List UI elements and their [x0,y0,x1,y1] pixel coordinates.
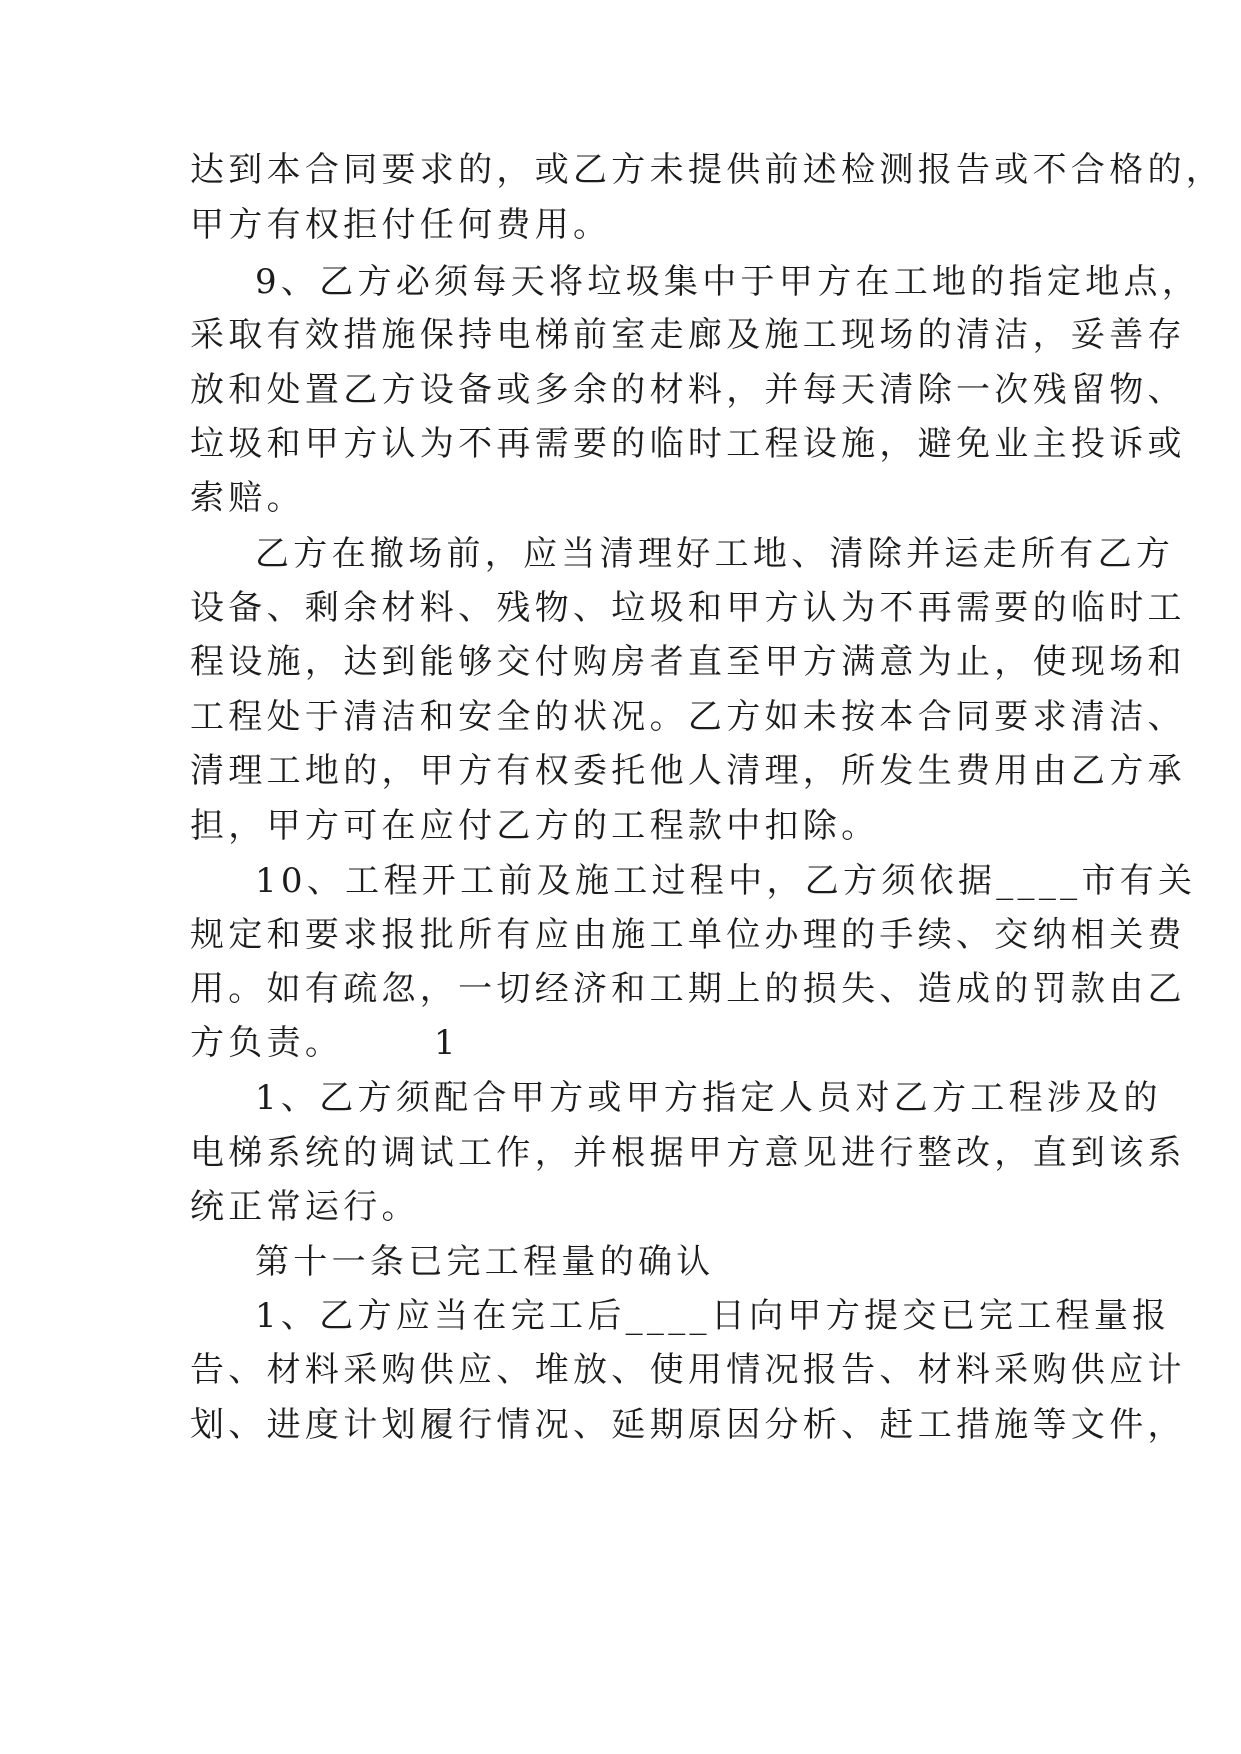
paragraph-line: 垃圾和甲方认为不再需要的临时工程设施，避免业主投诉或 [190,424,1186,464]
paragraph-line: 用。如有疏忽，一切经济和工期上的损失、造成的罚款由乙 [190,969,1186,1009]
paragraph-line: 1、乙方应当在完工后____日向甲方提交已完工程量报 [255,1296,1171,1336]
paragraph-line: 划、进度计划履行情况、延期原因分析、赶工措施等文件， [190,1405,1186,1445]
paragraph-line: 10、工程开工前及施工过程中，乙方须依据____市有关 [255,861,1197,901]
paragraph-line: 达到本合同要求的，或乙方未提供前述检测报告或不合格的， [190,150,1225,190]
paragraph-line: 担，甲方可在应付乙方的工程款中扣除。 [190,806,880,846]
paragraph-line: 甲方有权拒付任何费用。 [190,205,612,245]
paragraph-line: 索赔。 [190,478,305,518]
section-heading: 第十一条已完工程量的确认 [255,1242,715,1282]
paragraph-line: 方负责。 1 [190,1023,460,1063]
paragraph-line: 统正常运行。 [190,1187,420,1227]
paragraph-line: 告、材料采购供应、堆放、使用情况报告、材料采购供应计 [190,1350,1186,1390]
paragraph-line: 程设施，达到能够交付购房者直至甲方满意为止，使现场和 [190,642,1186,682]
paragraph-line: 1、乙方须配合甲方或甲方指定人员对乙方工程涉及的 [255,1078,1162,1118]
paragraph-line: 规定和要求报批所有应由施工单位办理的手续、交纳相关费 [190,915,1186,955]
paragraph-line: 工程处于清洁和安全的状况。乙方如未按本合同要求清洁、 [190,697,1186,737]
paragraph-line: 清理工地的，甲方有权委托他人清理，所发生费用由乙方承 [190,751,1186,791]
paragraph-line: 电梯系统的调试工作，并根据甲方意见进行整改，直到该系 [190,1133,1186,1173]
paragraph-line: 采取有效措施保持电梯前室走廊及施工现场的清洁，妥善存 [190,315,1186,355]
paragraph-line: 设备、剩余材料、残物、垃圾和甲方认为不再需要的临时工 [190,588,1186,628]
paragraph-line: 放和处置乙方设备或多余的材料，并每天清除一次残留物、 [190,370,1186,410]
paragraph-line: 乙方在撤场前，应当清理好工地、清除并运走所有乙方 [255,534,1175,574]
paragraph-line: 9、乙方必须每天将垃圾集中于甲方在工地的指定地点， [255,262,1201,302]
